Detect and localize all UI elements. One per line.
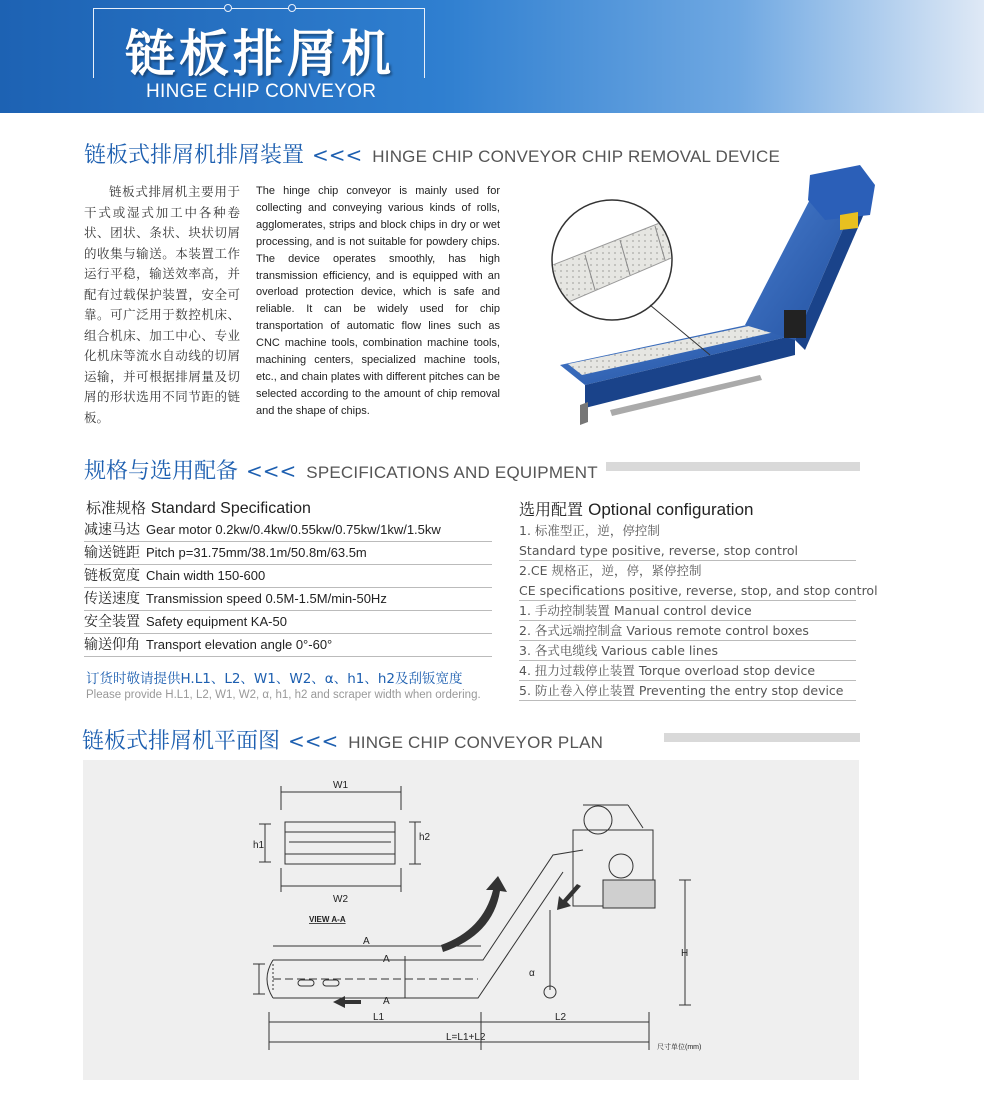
spec-value: Pitch p=31.75mm/38.1m/50.8m/63.5m [146, 545, 367, 560]
label-l: L=L1+L2 [446, 1032, 486, 1043]
section-arrows: <<< [312, 143, 363, 167]
plan-svg [83, 760, 859, 1080]
banner-dot-right [288, 4, 296, 12]
standard-title-cn: 标准规格 [86, 499, 147, 517]
warning-label [840, 212, 858, 230]
banner-dot-left [224, 4, 232, 12]
optional-title-cn: 选用配置 [519, 500, 584, 519]
label-l2: L2 [555, 1012, 567, 1023]
spec-row [84, 634, 492, 657]
spec-value: Gear motor 0.2kw/0.4kw/0.55kw/0.75kw/1kw/1.5kw [146, 522, 441, 537]
label-w1: W1 [333, 780, 348, 791]
optional-config-title [519, 497, 754, 520]
label-view: VIEW A-A [309, 915, 346, 924]
label-h1: h1 [253, 840, 265, 851]
spec-row [84, 588, 492, 611]
label-a: A [363, 936, 370, 947]
section-title-cn: 链板式排屑机平面图 [82, 729, 281, 754]
spec-value: Transport elevation angle 0°-60° [146, 637, 333, 652]
spec-key: 输送链距 [84, 545, 140, 561]
head-unit [808, 165, 875, 220]
label-a-top: A [383, 954, 390, 965]
section-title-en: HINGE CHIP CONVEYOR CHIP REMOVAL DEVICE [372, 147, 780, 166]
section-title-en: SPECIFICATIONS AND EQUIPMENT [306, 463, 598, 482]
spec-key: 安全装置 [84, 614, 140, 630]
section-arrows: <<< [246, 459, 297, 483]
plan-drawing [83, 760, 859, 1080]
spec-row [84, 519, 492, 542]
spec-value: Transmission speed 0.5M-1.5M/min-50Hz [146, 591, 387, 606]
option-item: 3. 各式电缆线 Various cable lines [519, 641, 856, 661]
label-w2: W2 [333, 894, 348, 905]
gear-motor [784, 310, 806, 338]
label-h2: h2 [419, 832, 431, 843]
option-item: 5. 防止卷入停止装置 Preventing the entry stop device [519, 681, 856, 701]
option-item: 1. 手动控制装置 Manual control device [519, 601, 856, 621]
section-heading-spec [84, 454, 598, 485]
spec-key: 减速马达 [84, 522, 140, 538]
option-item: 2.CE 规格正，逆，停，紧停控制 [519, 563, 702, 578]
standard-spec-title [86, 497, 311, 518]
section-title-cn: 链板式排屑机排屑装置 [84, 143, 305, 168]
spec-value: Chain width 150-600 [146, 568, 266, 583]
spec-value: Safety equipment KA-50 [146, 614, 287, 629]
section-heading-plan [82, 724, 603, 755]
spec-row [84, 542, 492, 565]
spec-key: 传送速度 [84, 591, 140, 607]
label-a-bottom: A [383, 996, 390, 1007]
option-item: 2. 各式远端控制盒 Various remote control boxes [519, 621, 856, 641]
order-note-en: Please provide H.L1, L2, W1, W2, α, h1, h2 and scraper width when ordering. [86, 689, 481, 701]
section-title-en: HINGE CHIP CONVEYOR PLAN [348, 733, 604, 752]
intro-text-cn: 链板式排屑机主要用于干式或湿式加工中各种卷状、团状、条状、块状切屑的收集与输送。本装置工作运行平稳，输送效率高，并配有过载保护装置，安全可靠。可广泛用于数控机床、组合机床、加工中心、专业化机床等流水自动线的切屑运输，并可根据排屑量及切屑的形状选用不同节距的链板。 [84, 184, 240, 425]
option-item: CE specifications positive, reverse, stop, and stop control [519, 581, 856, 601]
spec-key: 输送仰角 [84, 637, 140, 653]
spec-key: 链板宽度 [84, 568, 140, 584]
intro-text-en: The hinge chip conveyor is mainly used for collecting and conveying various kinds of rolls, agglomerates, strips and block chips in dry or wet processing, and is not suitable for powdery chips. The device operates smoothly, has high transmission efficiency, and is equipped with an overload protection device, which is safe and reliable. It can be widely used for chip transportation of automatic flow lines such as CNC machine tools, combination machine tools, machining centers, specialized machine tools, etc., and chain plates with different pitches can be selected according to the amount of chip removal and the shape of chips. [256, 185, 500, 417]
option-item: Standard type positive, reverse, stop control [519, 541, 856, 561]
spec-row [84, 565, 492, 588]
conveyor-product-image [540, 160, 880, 450]
label-alpha: α [529, 968, 535, 979]
spec-row [84, 611, 492, 634]
page-title: 链板排屑机 [125, 25, 395, 83]
section-title-cn: 规格与选用配备 [84, 459, 239, 484]
standard-title-en: Standard Specification [150, 500, 311, 517]
label-l1: L1 [373, 1012, 385, 1023]
label-unit: 尺寸单位(mm) [657, 1044, 702, 1051]
optional-title-en: Optional configuration [588, 500, 754, 519]
option-item: 4. 扭力过载停止装置 Torque overload stop device [519, 661, 856, 681]
option-item: 1. 标准型正，逆，停控制 [519, 523, 660, 538]
leg [580, 402, 588, 425]
label-h: H [681, 948, 689, 959]
page-subtitle: HINGE CHIP CONVEYOR [146, 81, 377, 102]
section-divider-bar [664, 733, 860, 742]
section-arrows: <<< [288, 729, 339, 753]
header-banner [0, 0, 984, 113]
section-divider-bar [606, 462, 860, 471]
order-note-cn: 订货时敬请提供H.L1、L2、W1、W2、α、h1、h2及刮钣宽度 [86, 671, 463, 687]
